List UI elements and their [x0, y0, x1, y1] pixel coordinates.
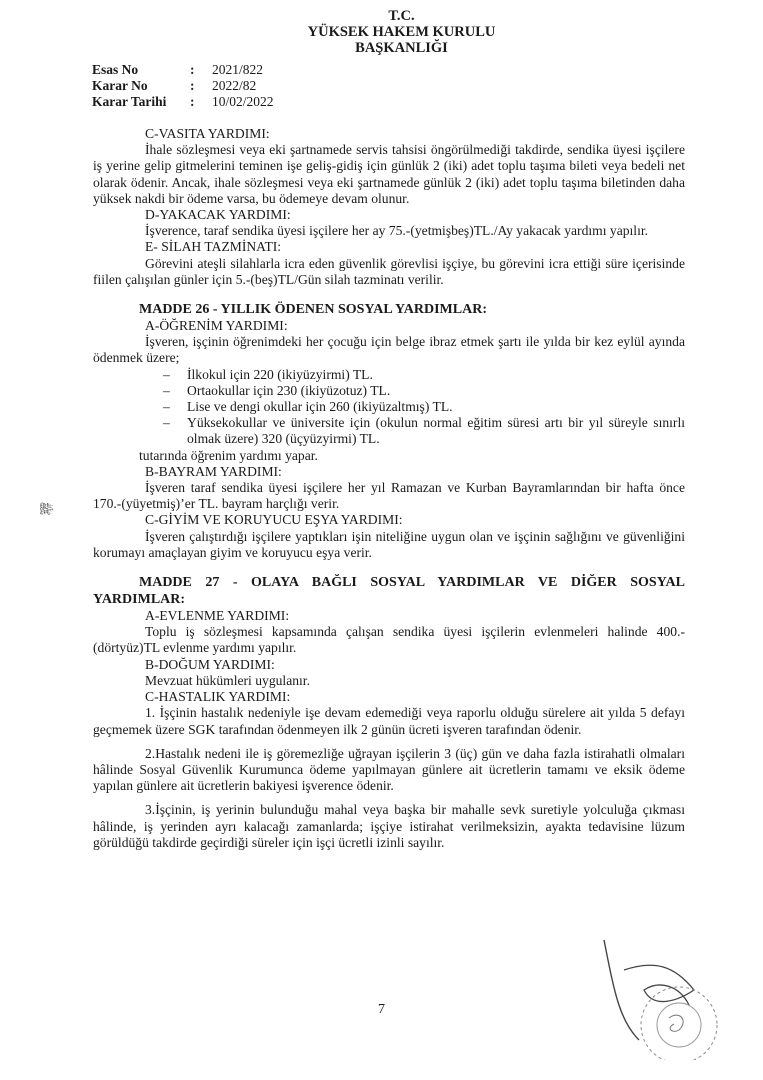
- header-institution: YÜKSEK HAKEM KURULU: [307, 24, 496, 40]
- page-number: 7: [378, 1002, 385, 1017]
- paragraph-bayram: İşveren taraf sendika üyesi işçilere her yıl Ramazan ve Kurban Bayramlarından bir hafta önce 170.-(yüyetmiş)’er TL. bayram harçlığı verir.: [93, 480, 685, 512]
- meta-value: 2021/822: [212, 62, 264, 77]
- meta-colon: :: [190, 62, 195, 77]
- list-item: – Yüksekokullar ve üniversite için (okulun normal eğitim süresi artı bir yıl süreyle sınırlı olmak üzere) 320 (üçyüzyirmi) TL.: [163, 415, 685, 447]
- article-27-title: MADDE 27 - OLAYA BAĞLI SOSYAL YARDIMLAR VE DİĞER SOSYAL YARDIMLAR:: [93, 575, 685, 608]
- meta-colon: :: [190, 94, 195, 109]
- section-title-hastalik: C-HASTALIK YARDIMI:: [145, 689, 291, 705]
- paragraph-hastalik-3: 3.İşçinin, iş yerinin bulunduğu mahal veya başka bir mahalle sevk suretiyle yolculuğa çıkması hâlinde, iş yerinden ayrı kalacağı zamanlarda; işçiye istirahat verilmeksizin, ayakta tedavisine lüzum görüldüğü takdirde geçirdiği süreler için işçi ücretli izinli sayılır.: [93, 802, 685, 850]
- meta-value: 2022/82: [212, 78, 257, 93]
- margin-initial-mark: ﷺ: [37, 501, 52, 516]
- meta-colon: :: [190, 78, 195, 93]
- paragraph-hastalik-2: 2.Hastalık nedeni ile iş göremezliğe uğrayan işçilerin 3 (üç) gün ve daha fazla istirahatli olmaları hâlinde Sosyal Güvenlik Kurumunca ödeme yapılmayan günlere ait ücretlerin tamamı ve eksik ödeme yapılan günlere ait ücretlerin bakiyesi işverence ödenir.: [93, 745, 685, 794]
- meta-value: 10/02/2022: [212, 94, 274, 109]
- paragraph-dogum: Mevzuat hükümleri uygulanır.: [145, 672, 310, 688]
- meta-label: Karar Tarihi: [92, 94, 167, 109]
- article-26-title: MADDE 26 - YILLIK ÖDENEN SOSYAL YARDIMLAR:: [139, 302, 487, 318]
- meta-row-tarih: [92, 94, 274, 110]
- paragraph-ogrenim: İşveren, işçinin öğrenimdeki her çocuğu için belge ibraz etmek şartı ile yılda bir kez eylül ayında ödenmek üzere;: [93, 334, 685, 366]
- section-title-evlenme: A-EVLENME YARDIMI:: [145, 608, 290, 624]
- section-title-ogrenim: A-ÖĞRENİM YARDIMI:: [145, 318, 288, 334]
- header-tc: T.C.: [388, 8, 415, 24]
- paragraph-silah: Görevini ateşli silahlarla icra eden güvenlik görevlisi işçiye, bu görevini icra ettiği süre içerisinde fiilen çalışılan günler için 5.-(beş)TL/Gün silah tazminatı verilir.: [93, 255, 685, 287]
- document-body: [93, 126, 685, 851]
- section-title-dogum: B-DOĞUM YARDIMI:: [145, 656, 275, 672]
- paragraph-ogrenim-end: tutarında öğrenim yardımı yapar.: [139, 447, 318, 463]
- section-title-yakacak: D-YAKACAK YARDIMI:: [145, 207, 291, 223]
- official-stamp-icon: [584, 930, 734, 1060]
- paragraph-vasita: İhale sözleşmesi veya eki şartnamede servis tahsisi öngörülmediği takdirde, sendika üyesi işçilere iş yerine gelip gitmelerini teminen işe geliş-gidiş için günlük 2 (iki) adet toplu taşıma bileti veya bedeli net olarak ödenir. Ancak, ihale sözleşmesi veya eki şartnamede günlük 2 (iki) adet toplu taşıma biletinden daha yüksek nakdi bir ödeme varsa, bu ödemeye devam olunur.: [93, 142, 685, 206]
- ogrenim-list: [93, 367, 685, 448]
- paragraph-yakacak: İşverence, taraf sendika üyesi işçilere her ay 75.-(yetmişbeş)TL./Ay yakacak yardımı yapılır.: [145, 223, 649, 239]
- paragraph-evlenme: Toplu iş sözleşmesi kapsamında çalışan sendika üyesi işçilerin evlenmeleri halinde 400.-(dörtyüz)TL evlenme yardımı yapılır.: [93, 624, 685, 656]
- meta-label: Esas No: [92, 62, 139, 77]
- list-item: – Ortaokullar için 230 (ikiyüzotuz) TL.: [163, 383, 685, 399]
- list-item: – Lise ve dengi okullar için 260 (ikiyüzaltmış) TL.: [163, 399, 685, 415]
- section-title-bayram: B-BAYRAM YARDIMI:: [145, 463, 282, 479]
- header-presidency: BAŞKANLIĞI: [355, 40, 448, 56]
- meta-row-esas: [92, 62, 274, 78]
- section-title-silah: E- SİLAH TAZMİNATI:: [145, 239, 282, 255]
- section-title-giyim: C-GİYİM VE KORUYUCU EŞYA YARDIMI:: [145, 512, 403, 528]
- list-item: – İlkokul için 220 (ikiyüzyirmi) TL.: [163, 367, 685, 383]
- document-header: [0, 8, 763, 56]
- meta-label: Karar No: [92, 78, 148, 93]
- paragraph-hastalik-1: 1. İşçinin hastalık nedeniyle işe devam edemediği veya raporlu olduğu sürelere ait yılda 5 defayı geçmemek üzere SGK tarafından ödenmeyen ilk 2 günün ücreti işveren tarafından ödenir.: [93, 705, 685, 737]
- section-title-vasita: C-VASITA YARDIMI:: [145, 126, 270, 141]
- meta-row-karar: [92, 78, 274, 94]
- paragraph-giyim: İşveren çalıştırdığı işçilere yaptıkları işin niteliğine uygun olan ve işçinin sağlığını ve güvenliğini korumayı amaçlayan giyim ve koruyucu eşya verir.: [93, 528, 685, 560]
- case-metadata: [92, 62, 274, 110]
